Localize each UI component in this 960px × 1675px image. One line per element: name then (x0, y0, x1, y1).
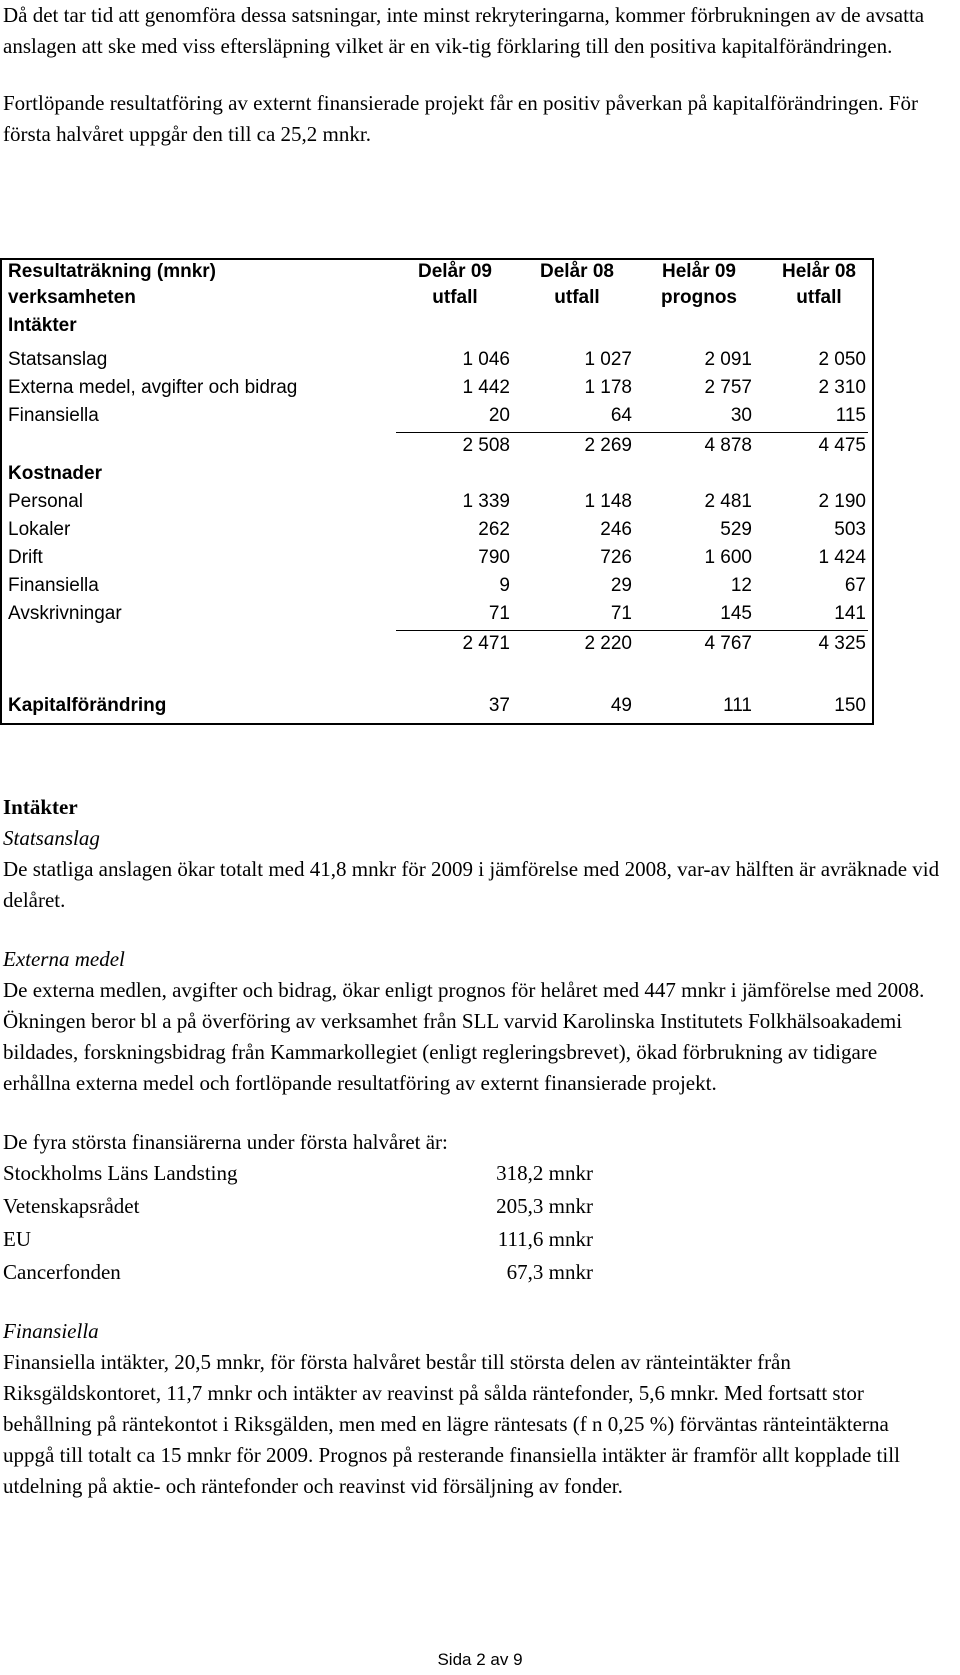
subsection-title-externa: Externa medel (3, 947, 125, 971)
cell-value: 64 (610, 405, 632, 426)
row-label: Drift (8, 547, 43, 568)
cost-total-row (2, 630, 872, 658)
cell-value: 529 (720, 519, 752, 540)
table-row (2, 572, 872, 600)
financier-amount: 205,3 mnkr (496, 1194, 593, 1218)
financier-amount: 318,2 mnkr (496, 1161, 593, 1185)
financier-amount: 111,6 mnkr (497, 1227, 593, 1251)
list-item (3, 1158, 943, 1191)
cell-value: 12 (730, 575, 752, 596)
table-row (2, 544, 872, 572)
cell-value: 145 (720, 603, 752, 624)
cell-value: 262 (478, 519, 510, 540)
intro-section (3, 0, 943, 150)
statsanslag-text: De statliga anslagen ökar totalt med 41,8 mnkr för 2009 i jämförelse med 2008, var-av hälften är avräknade vid delåret. (3, 857, 940, 912)
cell-value: 4 475 (818, 435, 866, 456)
income-total-row (2, 432, 872, 460)
table-header-row-2 (2, 284, 872, 312)
cell-value: 503 (834, 519, 866, 540)
cell-value: 1 600 (704, 547, 752, 568)
cell-value: 9 (499, 575, 510, 596)
col-subheader-helar08: utfall (796, 287, 842, 308)
cell-value: 2 091 (704, 349, 752, 370)
externa-text: De externa medlen, avgifter och bidrag, ökar enligt prognos för helåret med 447 mnkr i jämförelse med 2008. Ökningen beror bl a på överföring av verksamhet från SLL varvid Karolinska Institutets Folkhälsoakademi bildades, forskningsbidrag från Kammarkollegiet (enligt regleringsbrevet), ökad förbrukning av tidigare erhållna externa medel och fortlöpande resultatföring av externt finansierade projekt. (3, 978, 925, 1095)
cell-value: 1 046 (462, 349, 510, 370)
financier-name: Stockholms Läns Landsting (3, 1161, 238, 1185)
cell-value: 1 178 (584, 377, 632, 398)
cell-value: 2 050 (818, 349, 866, 370)
subsection-title-statsanslag: Statsanslag (3, 826, 100, 850)
cell-value: 1 339 (462, 491, 510, 512)
list-item (3, 1257, 943, 1290)
cell-value: 67 (844, 575, 866, 596)
table-row (2, 488, 872, 516)
row-label: Externa medel, avgifter och bidrag (8, 377, 298, 398)
cell-value: 2 757 (704, 377, 752, 398)
col-header-helar09: Helår 09 (662, 261, 736, 282)
list-item (3, 1191, 943, 1224)
table-row (2, 374, 872, 402)
cell-value: 2 310 (818, 377, 866, 398)
financiers-intro: De fyra största finansiärerna under första halvåret är: (3, 1130, 448, 1154)
cell-value: 2 471 (462, 633, 510, 654)
financier-name: Vetenskapsrådet (3, 1194, 140, 1218)
cell-value: 1 027 (584, 349, 632, 370)
table-subtitle: verksamheten (8, 287, 136, 308)
col-header-helar08: Helår 08 (782, 261, 856, 282)
list-item (3, 1224, 943, 1257)
table-row (2, 346, 872, 374)
cell-value: 150 (834, 695, 866, 716)
cell-value: 2 269 (584, 435, 632, 456)
col-header-delar09: Delår 09 (418, 261, 492, 282)
finansiella-text: Finansiella intäkter, 20,5 mnkr, för första halvåret består till största delen av ränteintäkter från Riksgäldskontoret, 11,7 mnkr och intäkter av reavinst på sålda räntefonder, 5,6 mnkr. Med fortsatt stor behållning på räntekontot i Riksgälden, men med en lägre räntesats (f n 0,25 %) förväntas ränteintäkterna uppgå till totalt ca 15 mnkr för 2009. Prognos på resterande finansiella intäkter är framför allt kopplade till utdelning på aktie- och räntefonder och reavinst vid försäljning av fonder. (3, 1350, 900, 1498)
cell-value: 790 (478, 547, 510, 568)
section-heading: Intäkter (3, 795, 78, 819)
income-section (3, 792, 943, 1502)
cell-value: 2 508 (462, 435, 510, 456)
cell-value: 2 220 (584, 633, 632, 654)
cell-value: 49 (610, 695, 632, 716)
financier-amount: 67,3 mnkr (506, 1260, 593, 1284)
cell-value: 726 (600, 547, 632, 568)
page-number: Sida 2 av 9 (437, 1650, 523, 1669)
cell-value: 30 (730, 405, 752, 426)
result-label: Kapitalförändring (8, 695, 167, 716)
cell-value: 141 (834, 603, 866, 624)
financier-name: EU (3, 1227, 31, 1251)
row-label: Finansiella (8, 575, 99, 596)
intro-paragraph-2: Fortlöpande resultatföring av externt finansierade projekt får en positiv påverkan på kapitalförändringen. För första halvåret uppgår den till ca 25,2 mnkr. (3, 91, 918, 146)
row-label: Lokaler (8, 519, 71, 540)
income-statement-table (0, 258, 874, 725)
cell-value: 111 (723, 695, 752, 716)
result-row (2, 692, 872, 720)
col-header-delar08: Delår 08 (540, 261, 614, 282)
cell-value: 1 148 (584, 491, 632, 512)
cell-value: 115 (835, 405, 866, 426)
cell-value: 4 325 (818, 633, 866, 654)
cell-value: 4 767 (704, 633, 752, 654)
row-label: Statsanslag (8, 349, 108, 370)
income-heading-row (2, 312, 872, 340)
cell-value: 71 (488, 603, 510, 624)
cell-value: 37 (488, 695, 510, 716)
row-label: Finansiella (8, 405, 99, 426)
cell-value: 246 (600, 519, 632, 540)
cell-value: 1 424 (818, 547, 866, 568)
col-subheader-helar09: prognos (661, 287, 737, 308)
income-heading: Intäkter (8, 315, 77, 336)
cost-heading: Kostnader (8, 463, 102, 484)
cell-value: 1 442 (462, 377, 510, 398)
table-row (2, 516, 872, 544)
table-row (2, 600, 872, 628)
row-label: Personal (8, 491, 83, 512)
cell-value: 2 481 (704, 491, 752, 512)
cost-heading-row (2, 460, 872, 488)
subsection-title-finansiella: Finansiella (3, 1319, 99, 1343)
cell-value: 4 878 (704, 435, 752, 456)
intro-paragraph-1: Då det tar tid att genomföra dessa satsningar, inte minst rekryteringarna, kommer förbrukningen av de avsatta anslagen att ske med viss eftersläpning vilket är en vik-tig förklaring till den positiva kapitalförändringen. (3, 3, 925, 58)
financiers-list (3, 1158, 943, 1290)
table-header-row-1 (2, 258, 872, 286)
cell-value: 29 (610, 575, 632, 596)
cell-value: 2 190 (818, 491, 866, 512)
cell-value: 71 (610, 603, 632, 624)
table-title: Resultaträkning (mnkr) (8, 261, 216, 282)
cell-value: 20 (488, 405, 510, 426)
financier-name: Cancerfonden (3, 1260, 121, 1284)
row-label: Avskrivningar (8, 603, 122, 624)
table-row (2, 402, 872, 430)
col-subheader-delar09: utfall (432, 287, 478, 308)
col-subheader-delar08: utfall (554, 287, 600, 308)
